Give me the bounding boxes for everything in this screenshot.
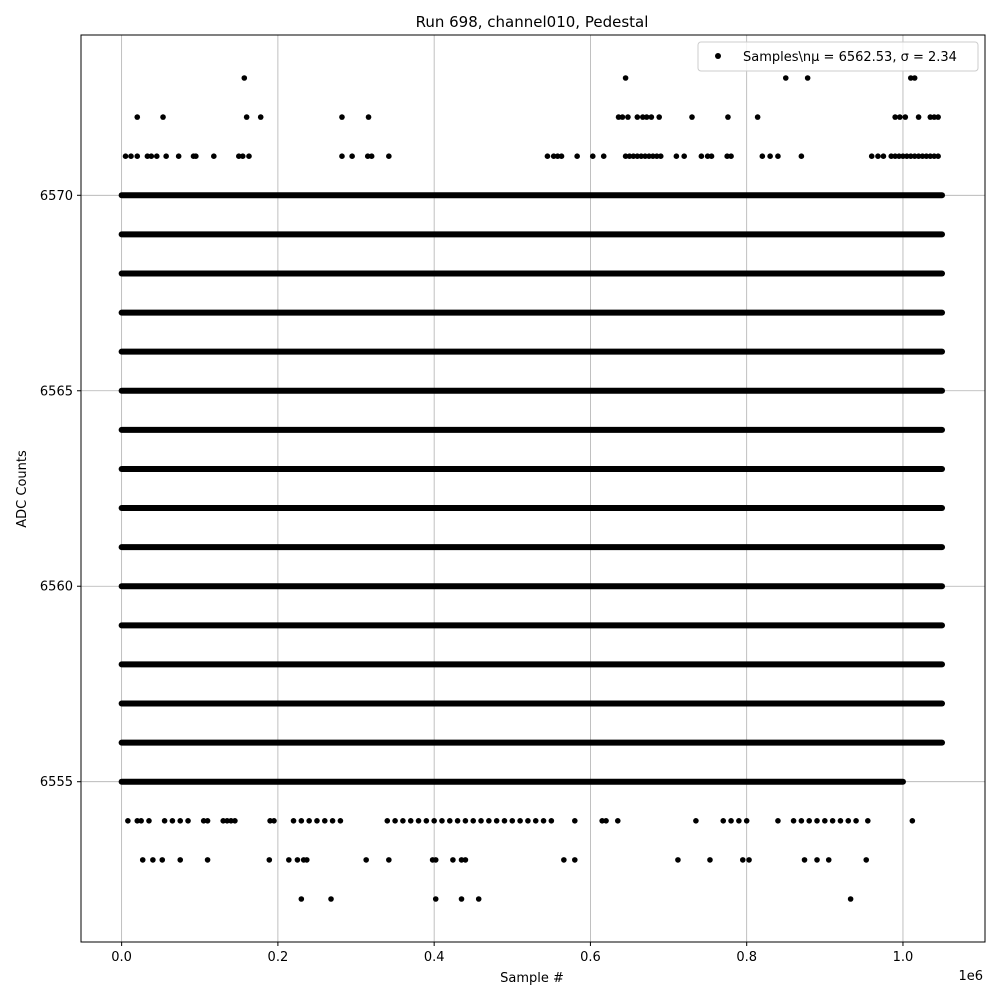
x-tick-label: 0.2 xyxy=(267,950,289,965)
sample-point xyxy=(502,818,508,824)
sample-point xyxy=(134,114,140,120)
sample-point xyxy=(433,857,439,863)
sample-point xyxy=(869,153,875,159)
sample-point xyxy=(246,153,252,159)
sample-point xyxy=(863,857,869,863)
sample-point xyxy=(185,818,191,824)
sample-point xyxy=(486,818,492,824)
sample-point xyxy=(205,857,211,863)
sample-point xyxy=(865,818,871,824)
sample-point xyxy=(416,818,422,824)
sample-point xyxy=(160,114,166,120)
sample-point xyxy=(447,818,453,824)
sample-point xyxy=(699,153,705,159)
sample-point xyxy=(150,857,156,863)
sample-point xyxy=(369,153,375,159)
sample-point xyxy=(649,114,655,120)
sample-point xyxy=(241,75,247,81)
sample-point xyxy=(681,153,687,159)
sample-point xyxy=(478,818,484,824)
sample-point xyxy=(675,857,681,863)
sample-point xyxy=(306,818,312,824)
sample-point xyxy=(549,818,555,824)
sample-point xyxy=(838,818,844,824)
sample-point xyxy=(363,857,369,863)
sample-point xyxy=(463,857,469,863)
sample-point xyxy=(720,818,726,824)
sample-point xyxy=(848,896,854,902)
sample-point xyxy=(728,153,734,159)
sample-point xyxy=(400,818,406,824)
sample-point xyxy=(545,153,551,159)
sample-point xyxy=(805,75,811,81)
sample-point xyxy=(517,818,523,824)
sample-point xyxy=(615,818,621,824)
sample-point xyxy=(128,153,134,159)
sample-point xyxy=(125,818,131,824)
sample-point xyxy=(314,818,320,824)
sample-point xyxy=(728,818,734,824)
sample-point xyxy=(295,857,301,863)
sample-point xyxy=(814,818,820,824)
sample-point xyxy=(755,114,761,120)
sample-point xyxy=(431,818,437,824)
sample-point xyxy=(935,114,941,120)
sample-point xyxy=(205,818,211,824)
sample-point xyxy=(328,896,334,902)
sample-point xyxy=(138,818,144,824)
sample-point xyxy=(601,153,607,159)
x-tick-label: 0.0 xyxy=(111,950,132,965)
x-tick-label: 1.0 xyxy=(892,950,914,965)
sample-point xyxy=(392,818,398,824)
sample-point xyxy=(603,818,609,824)
sample-point xyxy=(291,818,297,824)
sample-point xyxy=(559,153,565,159)
sample-point xyxy=(476,896,482,902)
sample-point xyxy=(725,114,731,120)
sample-point xyxy=(572,857,578,863)
sample-point xyxy=(760,153,766,159)
sample-point xyxy=(146,818,152,824)
sample-point xyxy=(154,153,160,159)
sample-point xyxy=(656,114,662,120)
sample-point xyxy=(572,818,578,824)
sample-point xyxy=(177,857,183,863)
sample-point xyxy=(881,153,887,159)
legend xyxy=(698,42,978,71)
sample-point xyxy=(271,818,277,824)
sample-point xyxy=(822,818,828,824)
sample-point xyxy=(935,153,941,159)
sample-point xyxy=(775,818,781,824)
sample-point xyxy=(910,818,916,824)
sample-point xyxy=(775,153,781,159)
sample-point xyxy=(286,857,292,863)
sample-point xyxy=(533,818,539,824)
sample-point xyxy=(193,153,199,159)
sample-point xyxy=(463,818,469,824)
sample-point xyxy=(386,857,392,863)
sample-point xyxy=(541,818,547,824)
sample-point xyxy=(620,114,626,120)
sample-point xyxy=(561,857,567,863)
sample-point xyxy=(433,896,439,902)
x-tick-label: 0.8 xyxy=(736,950,758,965)
sample-point xyxy=(177,818,183,824)
sample-point xyxy=(658,153,664,159)
sample-point xyxy=(299,818,305,824)
sample-point xyxy=(707,857,713,863)
sample-point xyxy=(384,818,390,824)
sample-point xyxy=(258,114,264,120)
x-tick-label: 0.4 xyxy=(423,950,445,965)
y-axis-label: ADC Counts xyxy=(15,450,30,528)
sample-point xyxy=(853,818,859,824)
sample-point xyxy=(134,153,140,159)
sample-point xyxy=(322,818,328,824)
sample-point xyxy=(709,153,715,159)
sample-point xyxy=(802,857,808,863)
sample-point xyxy=(170,818,176,824)
sample-point xyxy=(163,153,169,159)
sample-point xyxy=(339,114,345,120)
sample-point xyxy=(140,857,146,863)
y-tick-label: 6560 xyxy=(39,579,73,595)
sample-point xyxy=(623,75,629,81)
y-tick-label: 6555 xyxy=(39,775,73,791)
sample-point xyxy=(574,153,580,159)
sample-point xyxy=(232,818,238,824)
sample-point xyxy=(746,857,752,863)
sample-point xyxy=(693,818,699,824)
sample-point xyxy=(903,114,909,120)
sample-point xyxy=(338,818,344,824)
sample-point xyxy=(339,153,345,159)
sample-point xyxy=(814,857,820,863)
sample-point xyxy=(366,114,372,120)
sample-point xyxy=(211,153,217,159)
sample-point xyxy=(799,153,805,159)
sample-point xyxy=(299,896,305,902)
sample-point xyxy=(689,114,695,120)
x-offset-text: 1e6 xyxy=(958,969,983,984)
sample-point xyxy=(674,153,680,159)
sample-point xyxy=(791,818,797,824)
y-tick-label: 6570 xyxy=(39,188,73,204)
sample-point xyxy=(408,818,414,824)
sample-point xyxy=(459,896,465,902)
legend-label: Samples\nμ = 6562.53, σ = 2.34 xyxy=(743,50,957,65)
sample-point xyxy=(149,153,155,159)
sample-point xyxy=(424,818,430,824)
sample-point xyxy=(783,75,789,81)
sample-point xyxy=(736,818,742,824)
sample-point xyxy=(349,153,355,159)
sample-point xyxy=(525,818,531,824)
chart-title: Run 698, channel010, Pedestal xyxy=(415,13,649,31)
sample-point xyxy=(806,818,812,824)
sample-point xyxy=(509,818,515,824)
sample-point xyxy=(590,153,596,159)
sample-point xyxy=(635,114,641,120)
x-axis-label: Sample # xyxy=(500,971,564,986)
sample-point xyxy=(123,153,129,159)
sample-point xyxy=(470,818,476,824)
x-tick-label: 0.6 xyxy=(580,950,601,965)
sample-point xyxy=(897,114,903,120)
sample-point xyxy=(625,114,631,120)
sample-point xyxy=(830,818,836,824)
sample-point xyxy=(845,818,851,824)
sample-point xyxy=(240,153,246,159)
sample-point xyxy=(330,818,336,824)
sample-point xyxy=(450,857,456,863)
sample-point xyxy=(826,857,832,863)
sample-point xyxy=(439,818,445,824)
sample-point xyxy=(912,75,918,81)
sample-point xyxy=(244,114,250,120)
sample-point xyxy=(159,857,165,863)
sample-point xyxy=(304,857,310,863)
sample-point xyxy=(455,818,461,824)
sample-point xyxy=(740,857,746,863)
legend-marker xyxy=(715,53,721,59)
sample-point xyxy=(386,153,392,159)
sample-point xyxy=(799,818,805,824)
sample-point xyxy=(176,153,182,159)
sample-point xyxy=(916,114,922,120)
sample-point xyxy=(767,153,773,159)
sample-point xyxy=(875,153,881,159)
sample-point xyxy=(267,857,273,863)
sample-point xyxy=(744,818,750,824)
sample-point xyxy=(494,818,500,824)
y-tick-label: 6565 xyxy=(39,384,73,400)
sample-point xyxy=(162,818,168,824)
